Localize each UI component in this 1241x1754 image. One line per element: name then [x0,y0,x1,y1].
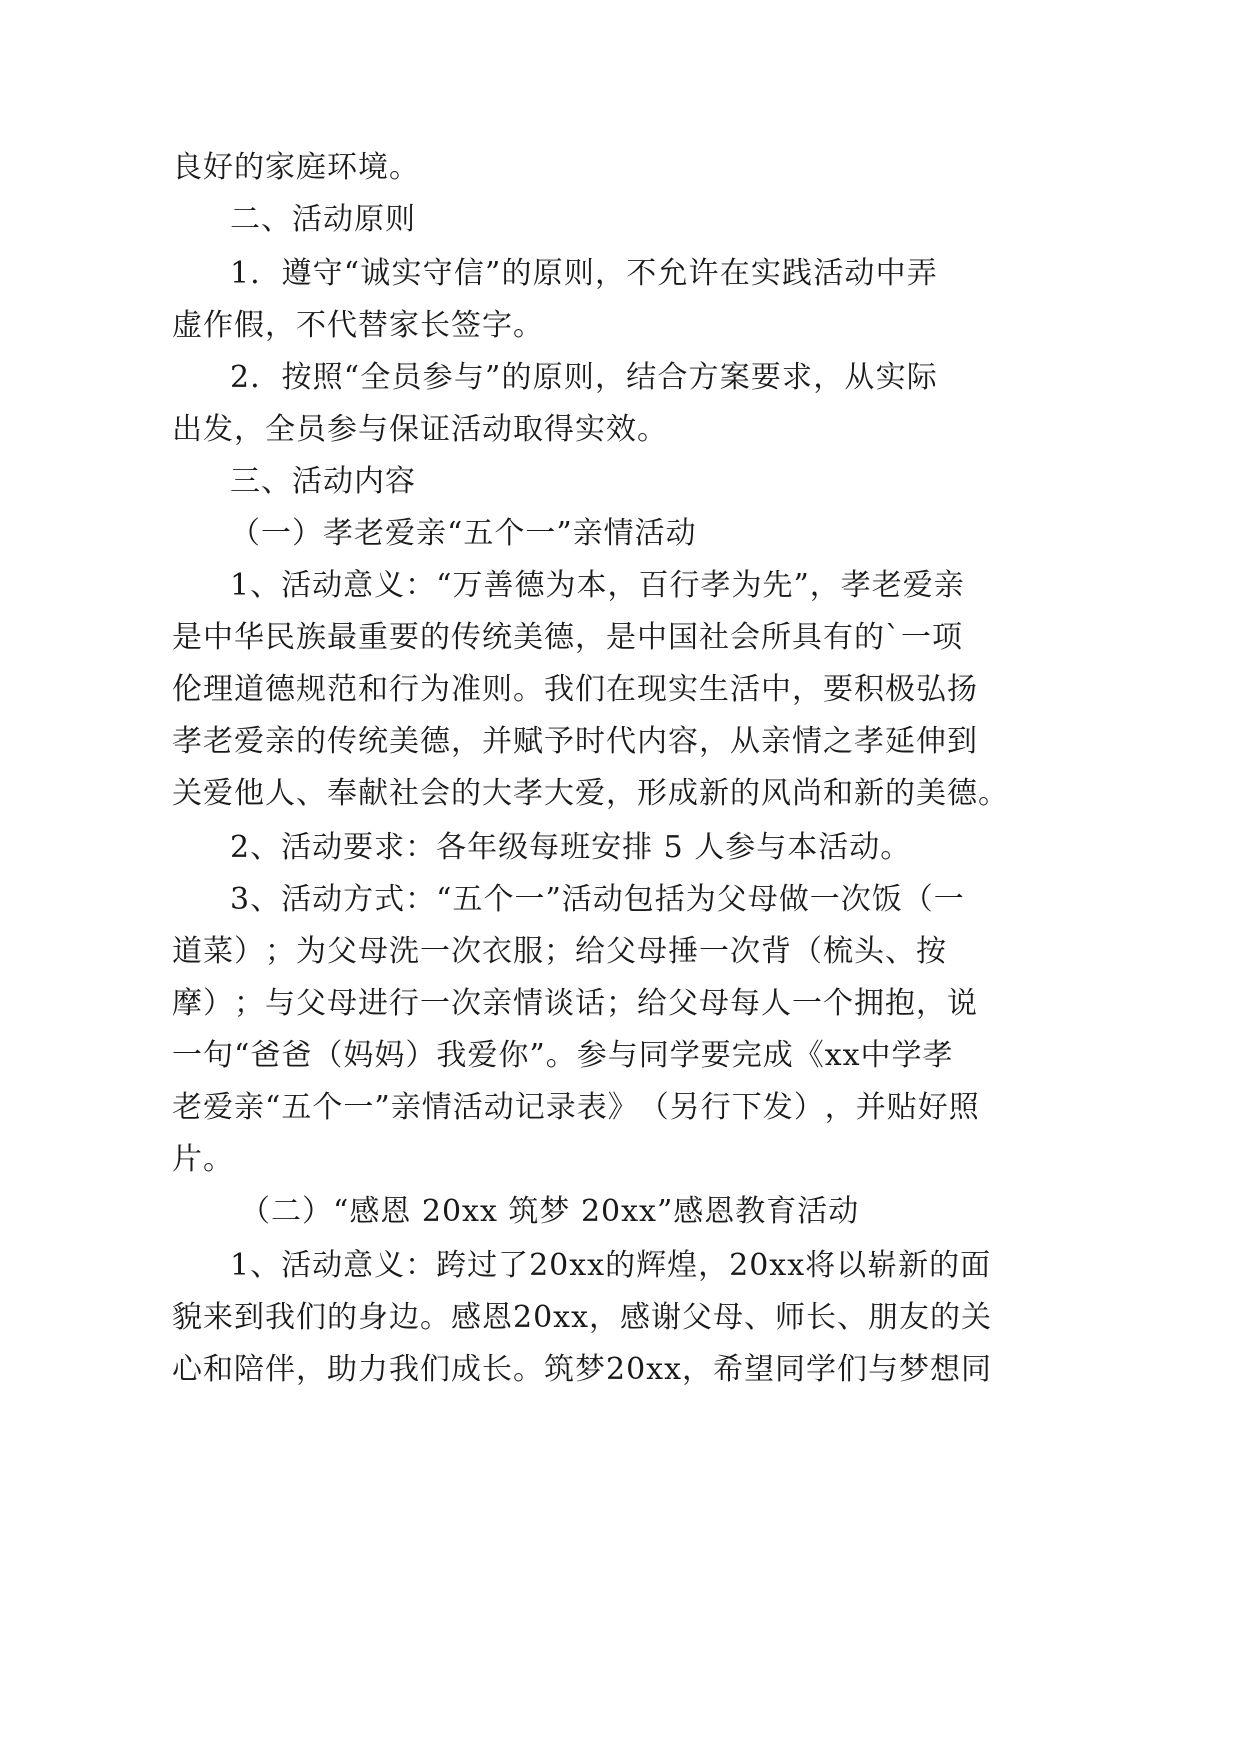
paragraph-line: 心 和 陪 伴 ， 助 力 我 们 成 长 。 筑 梦 20xx ， 希 望 同 学 们 与 梦 想 同 [172,1352,993,1387]
paragraph-line: 一 句 “ 爸 爸 （ 妈 妈 ） 我 爱 你 ” 。 参 与 同 学 要 完 成 《 xx 中 学 孝 [172,1038,954,1073]
paragraph-line: 是 中 华 民 族 最 重 要 的 传 统 美 德 ， 是 中 国 社 会 所 具 有 的 ` 一 项 [172,620,963,655]
subsection-heading: （二）“感恩 20xx 筑梦 20xx”感恩教育活动 [240,1194,860,1229]
section-heading: 二、活动原则 [230,202,416,237]
paragraph-line: 孝 老 爱 亲 的 传 统 美 德 ， 并 赋 予 时 代 内 容 ， 从 亲 情 之 孝 延 伸 到 [172,724,978,759]
paragraph-line: 道 菜 ） ； 为 父 母 洗 一 次 衣 服 ； 给 父 母 捶 一 次 背 （ 梳 头 、 按 [172,934,947,969]
paragraph-line: 伦 理 道 德 规 范 和 行 为 准 则 。 我 们 在 现 实 生 活 中 ， 要 积 极 弘 扬 [172,672,978,707]
paragraph-line: 虚作假，不代替家长签字。 [172,308,544,343]
paragraph-line: 片。 [172,1142,234,1177]
paragraph-line: 貌 来 到 我 们 的 身 边 。 感 恩 20xx ， 感 谢 父 母 、 师 长 、 朋 友 的 关 [172,1300,993,1335]
paragraph-line: 摩 ） ； 与 父 母 进 行 一 次 亲 情 谈 话 ； 给 父 母 每 人 一 个 拥 抱 ， 说 [172,986,978,1021]
subsection-heading: （一）孝老爱亲“五个一”亲情活动 [230,516,697,551]
paragraph-line: 2、活动要求：各年级每班安排 5 人参与本活动。 [230,830,912,865]
paragraph-line: 2 ． 按 照 “ 全 员 参 与 ” 的 原 则 ， 结 合 方 案 要 求 ， 从 实 际 [230,360,938,395]
paragraph-line: 老 爱 亲 “ 五 个 一 ” 亲 情 活 动 记 录 表 》 （ 另 行 下 发 ） ， 并 贴 好 照 [172,1090,980,1125]
paragraph-line: 1 ． 遵 守 “ 诚 实 守 信 ” 的 原 则 ， 不 允 许 在 实 践 活 动 中 弄 [230,256,938,291]
paragraph-line: 出发，全员参与保证活动取得实效。 [172,412,668,447]
paragraph-line: 3 、 活 动 方 式 ： “ 五 个 一 ” 活 动 包 括 为 父 母 做 一 次 饭 （ 一 [230,882,965,917]
paragraph-line: 关 爱 他 人 、 奉 献 社 会 的 大 孝 大 爱 ， 形 成 新 的 风 尚 和 新 的 美 德 。 [172,776,1009,811]
paragraph-line: 良好的家庭环境。 [172,150,420,185]
paragraph-line: 1 、 活 动 意 义 ： 跨 过 了 20xx 的 辉 煌 ， 20xx 将 以 崭 新 的 面 [230,1248,992,1283]
section-heading: 三、活动内容 [230,464,416,499]
paragraph-line: 1 、 活 动 意 义 ： “ 万 善 德 为 本 ， 百 行 孝 为 先 ” ， 孝 老 爱 亲 [230,568,965,603]
